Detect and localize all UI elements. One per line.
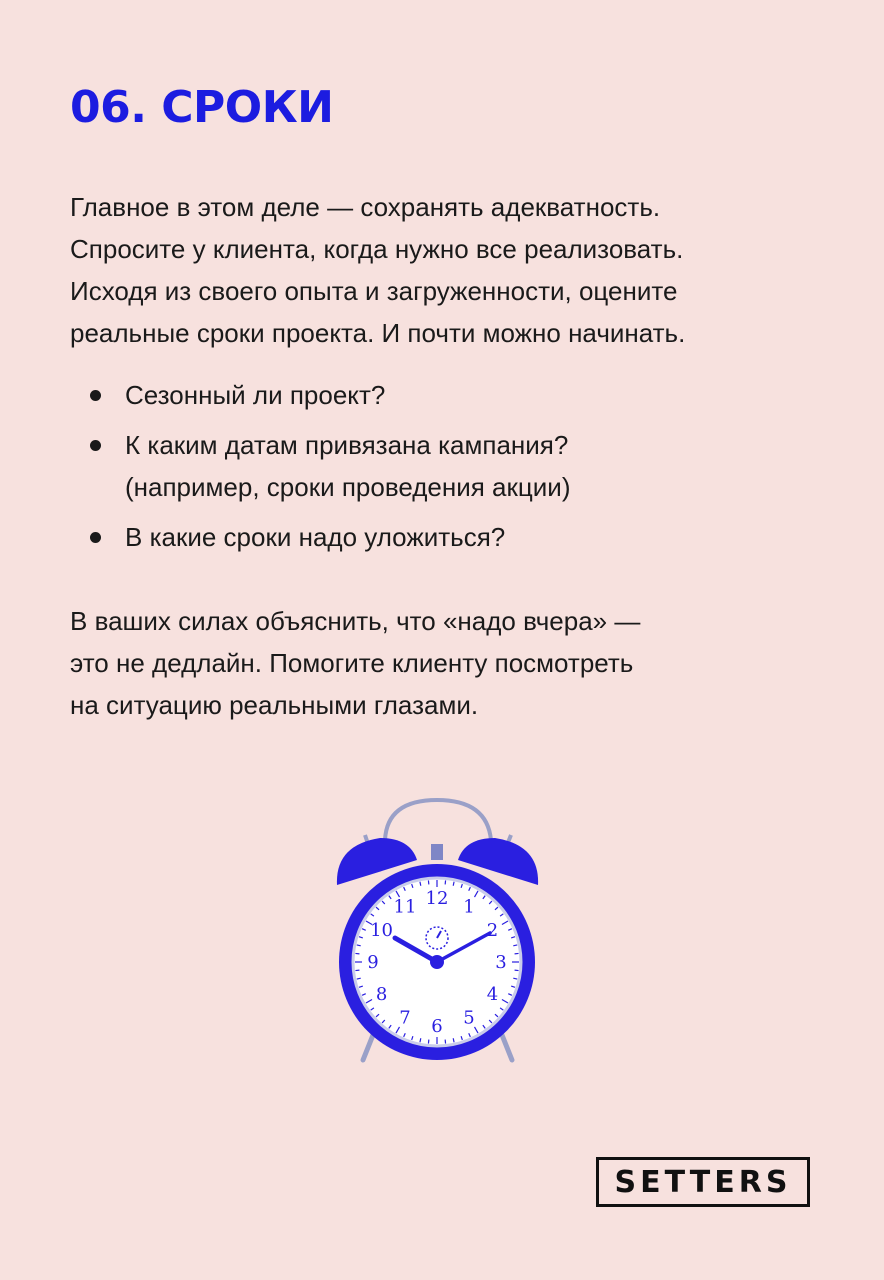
clock-tick [453, 1038, 454, 1042]
clock-tick [513, 978, 517, 979]
clock-numeral: 9 [367, 952, 379, 973]
clock-numeral: 11 [393, 896, 417, 918]
list-item [88, 424, 848, 508]
clock-numeral: 8 [375, 984, 388, 1005]
clock-numeral: 3 [495, 952, 507, 973]
clock-tick [420, 882, 421, 886]
question-list [88, 374, 848, 566]
outro-paragraph [70, 600, 860, 726]
clock-numeral: 10 [370, 920, 394, 941]
bullet-icon [90, 532, 101, 543]
list-item-text: К каким датам привязана кампания? [125, 430, 569, 460]
clock-tick [357, 978, 361, 979]
intro-paragraph [70, 186, 860, 354]
clock-numeral: 7 [399, 1007, 411, 1029]
clock-numeral: 6 [431, 1016, 443, 1037]
list-item [88, 374, 848, 416]
clock-tick [420, 1038, 421, 1042]
intro-line: Главное в этом деле — сохранять адекватность. [70, 192, 661, 222]
list-item-text: Сезонный ли проект? [125, 380, 386, 410]
clock-tick [453, 882, 454, 886]
bullet-icon [90, 390, 101, 401]
list-item-text: В какие сроки надо уложиться? [125, 522, 506, 552]
intro-line: Спросите у клиента, когда нужно все реализовать. [70, 234, 684, 264]
outro-line: В ваших силах объяснить, что «надо вчера» — [70, 606, 641, 636]
clock-tick [513, 945, 517, 946]
intro-line: реальные сроки проекта. И почти можно начинать. [70, 318, 686, 348]
hand-hub [430, 955, 444, 969]
clock-numeral: 5 [463, 1007, 475, 1029]
clock-numeral: 1 [463, 896, 475, 918]
clock-numeral: 4 [486, 984, 499, 1005]
alarm-clock-icon [325, 790, 550, 1080]
outro-line: это не дедлайн. Помогите клиенту посмотреть [70, 648, 634, 678]
outro-line: на ситуацию реальными глазами. [70, 690, 479, 720]
clock-numeral: 2 [486, 920, 499, 941]
clock-top-knob [431, 844, 443, 860]
clock-tick [357, 945, 361, 946]
setters-logo: SETTERS [596, 1157, 810, 1207]
bullet-icon [90, 440, 101, 451]
list-item [88, 516, 848, 558]
page-title: 06. СРОКИ [70, 82, 334, 133]
clock-numeral: 12 [425, 888, 449, 909]
clock-handle [385, 800, 491, 840]
intro-line: Исходя из своего опыта и загруженности, оцените [70, 276, 678, 306]
list-item-text: (например, сроки проведения акции) [125, 472, 571, 502]
